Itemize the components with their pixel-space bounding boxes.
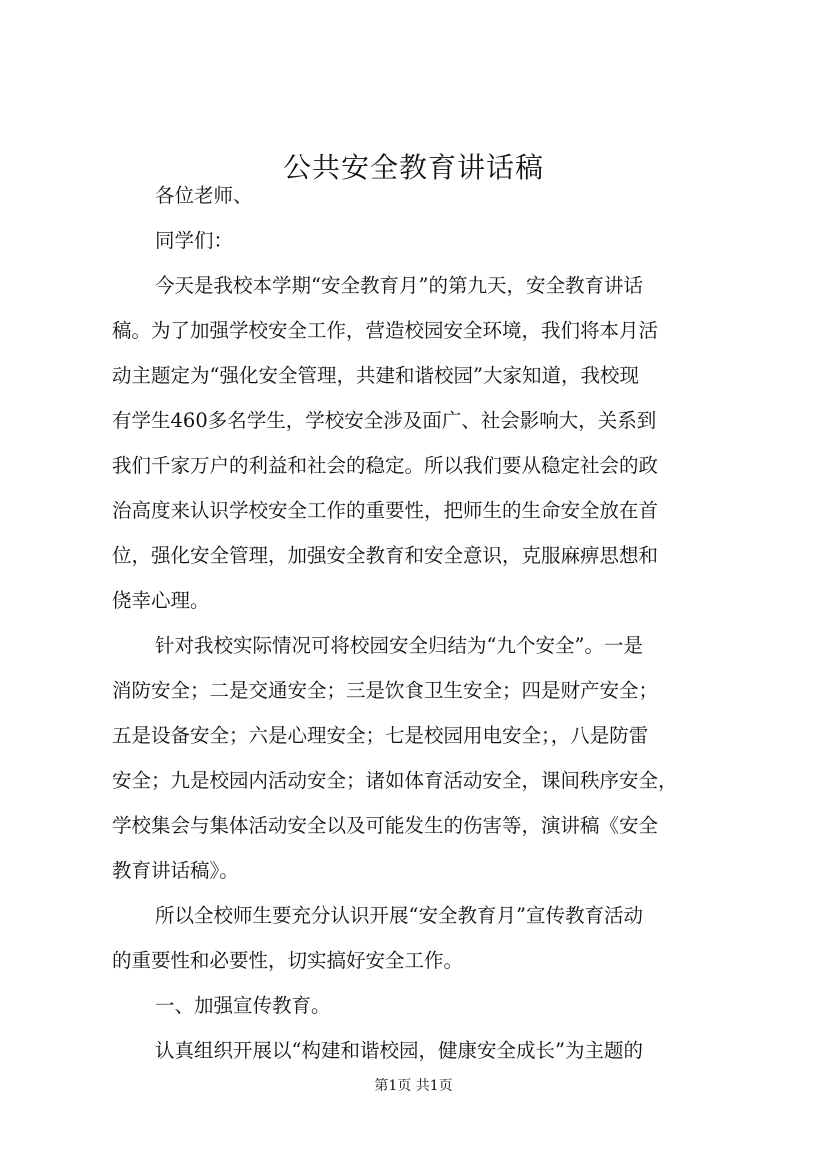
paragraph-2-line-2: 消防安全；二是交通安全；三是饮食卫生安全；四是财产安全； (112, 679, 659, 702)
salutation-line-1: 各位老师、 (155, 184, 253, 207)
paragraph-2-line-4: 安全；九是校园内活动安全；诸如体育活动安全，课间秩序安全， (112, 769, 678, 792)
paragraph-2-line-3: 五是设备安全；六是心理安全；七是校园用电安全；，八是防雷 (112, 724, 649, 747)
paragraph-2-line-1: 针对我校实际情况可将校园安全归结为“九个安全”。一是 (155, 634, 643, 657)
paragraph-1-line-8: 侥幸心理。 (112, 589, 210, 612)
salutation-line-2: 同学们： (155, 229, 234, 252)
section-heading-1: 一、加强宣传教育。 (155, 994, 331, 1017)
paragraph-3-line-1: 所以全校师生要充分认识开展“安全教育月”宣传教育活动 (155, 904, 643, 927)
paragraph-2-line-6: 教育讲话稿》。 (112, 859, 239, 882)
paragraph-1-line-6: 治高度来认识学校安全工作的重要性，把师生的生命安全放在首 (112, 499, 659, 522)
paragraph-1-line-2: 稿。为了加强学校安全工作，营造校园安全环境，我们将本月活 (112, 319, 659, 342)
paragraph-4-line-1: 认真组织开展以“构建和谐校园，健康安全成长”为主题的 (155, 1039, 643, 1062)
paragraph-1-line-5: 我们千家万户的利益和社会的稳定。所以我们要从稳定社会的政 (112, 454, 659, 477)
page-footer: 第1页 共1页 (374, 1078, 453, 1094)
paragraph-1-line-7: 位，强化安全管理，加强安全教育和安全意识，克服麻痹思想和 (112, 544, 659, 567)
paragraph-1-line-3: 动主题定为“强化安全管理，共建和谐校园”大家知道，我校现 (112, 364, 639, 387)
paragraph-1-line-4: 有学生460多名学生，学校安全涉及面广、社会影响大，关系到 (112, 409, 657, 432)
paragraph-3-line-2: 的重要性和必要性，切实搞好安全工作。 (112, 949, 464, 972)
document-title: 公共安全教育讲话稿 (282, 151, 544, 184)
paragraph-1-line-1: 今天是我校本学期“安全教育月”的第九天，安全教育讲话 (155, 274, 643, 297)
paragraph-2-line-5: 学校集会与集体活动安全以及可能发生的伤害等，演讲稿《安全 (112, 814, 659, 837)
